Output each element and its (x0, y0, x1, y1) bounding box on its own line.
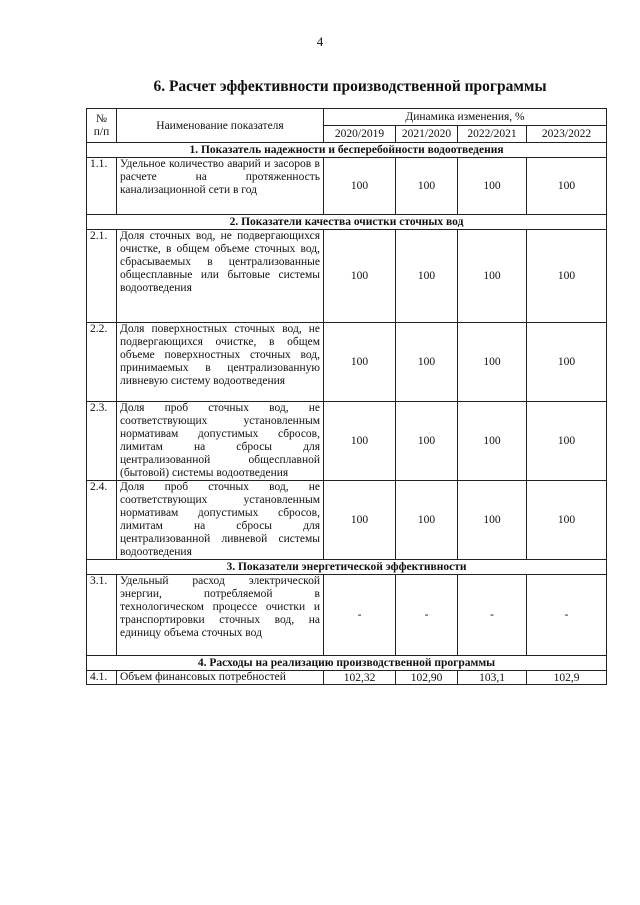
value-cell: 100 (458, 323, 527, 402)
row-number: 2.2. (87, 323, 117, 402)
table-row (87, 323, 607, 402)
indicator-name: Доля поверхностных сточных вод, не подвергающихся очистке, в общем объеме поверхностных сточных вод, принимаемых в централизованную ливневую систему водоотведения (117, 323, 324, 402)
value-cell: 100 (458, 402, 527, 481)
value-cell: 100 (527, 481, 607, 560)
value-cell: 102,90 (396, 671, 458, 685)
value-cell: - (396, 575, 458, 656)
row-number: 2.1. (87, 230, 117, 323)
header-period: 2022/2021 (458, 126, 527, 143)
value-cell: 100 (527, 158, 607, 215)
value-cell: - (527, 575, 607, 656)
table-row (87, 402, 607, 481)
value-cell: 100 (396, 158, 458, 215)
header-dynamics: Динамика изменения, % (324, 109, 607, 126)
value-cell: 100 (458, 158, 527, 215)
table-header-row (87, 109, 607, 126)
page-number: 4 (316, 34, 324, 49)
table-row (87, 481, 607, 560)
value-cell: 100 (527, 230, 607, 323)
value-cell: 100 (527, 402, 607, 481)
value-cell: 100 (324, 402, 396, 481)
header-name: Наименование показателя (117, 109, 324, 143)
value-cell: 100 (324, 481, 396, 560)
section-title: 2. Показатели качества очистки сточных вод (87, 215, 607, 230)
section-title: 1. Показатель надежности и бесперебойности водоотведения (87, 143, 607, 158)
section-row (87, 656, 607, 671)
value-cell: 100 (324, 230, 396, 323)
section-row (87, 215, 607, 230)
value-cell: 100 (324, 158, 396, 215)
value-cell: 100 (396, 481, 458, 560)
value-cell: 102,32 (324, 671, 396, 685)
value-cell: 100 (458, 230, 527, 323)
row-number: 2.3. (87, 402, 117, 481)
value-cell: 100 (527, 323, 607, 402)
header-period: 2021/2020 (396, 126, 458, 143)
efficiency-table (86, 108, 607, 685)
value-cell: - (324, 575, 396, 656)
row-number: 4.1. (87, 671, 117, 685)
document-title: 6. Расчет эффективности производственной программы (153, 78, 547, 95)
header-period: 2023/2022 (527, 126, 607, 143)
section-title: 4. Расходы на реализацию производственной программы (87, 656, 607, 671)
indicator-name: Доля проб сточных вод, не соответствующих установленным нормативам допустимых сбросов, лимитам на сбросы для централизованной ливневой системы водоотведения (117, 481, 324, 560)
value-cell: - (458, 575, 527, 656)
indicator-name: Объем финансовых потребностей (117, 671, 324, 685)
table-row (87, 575, 607, 656)
section-title: 3. Показатели энергетической эффективности (87, 560, 607, 575)
table-row (87, 230, 607, 323)
indicator-name: Удельное количество аварий и засоров в расчете на протяженность канализационной сети в год (117, 158, 324, 215)
value-cell: 100 (458, 481, 527, 560)
header-period: 2020/2019 (324, 126, 396, 143)
table-row (87, 671, 607, 685)
value-cell: 100 (396, 230, 458, 323)
value-cell: 100 (324, 323, 396, 402)
value-cell: 102,9 (527, 671, 607, 685)
section-row (87, 143, 607, 158)
row-number: 2.4. (87, 481, 117, 560)
indicator-name: Удельный расход электрической энергии, потребляемой в технологическом процессе очистки и транспортировки сточных вод, на единицу объема сточных вод (117, 575, 324, 656)
table-row (87, 158, 607, 215)
indicator-name: Доля проб сточных вод, не соответствующих установленным нормативам допустимых сбросов, лимитам на сбросы для централизованной общесплавной (бытовой) системы водоотведения (117, 402, 324, 481)
row-number: 3.1. (87, 575, 117, 656)
indicator-name: Доля сточных вод, не подвергающихся очистке, в общем объеме сточных вод, сбрасываемых в централизованные общесплавные или бытовые системы водоотведения (117, 230, 324, 323)
value-cell: 100 (396, 323, 458, 402)
value-cell: 103,1 (458, 671, 527, 685)
row-number: 1.1. (87, 158, 117, 215)
value-cell: 100 (396, 402, 458, 481)
header-num: № п/п (87, 109, 117, 143)
section-row (87, 560, 607, 575)
